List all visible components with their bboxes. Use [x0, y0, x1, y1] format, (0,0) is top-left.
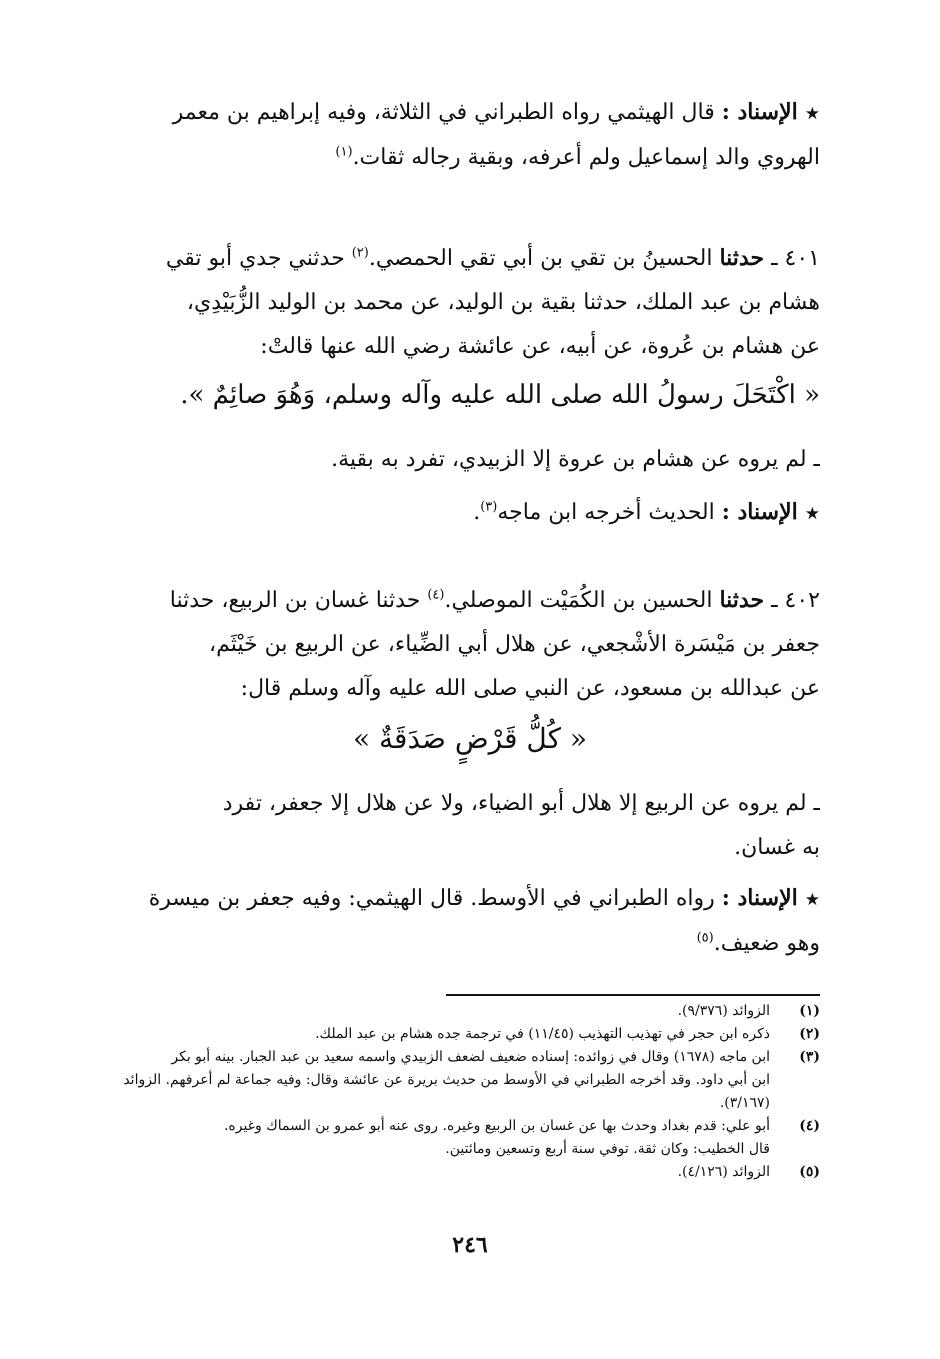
hadith-402-matn: « كُلُّ قَرْضٍ صَدَقَةٌ » [353, 722, 587, 755]
footnote-ref-3[interactable]: (٣) [480, 499, 498, 515]
hadith-402-isnad-text-1: رواه الطبراني في الأوسط. قال الهيثمي: وفيه جعفر بن ميسرة [148, 886, 715, 911]
footnote-line: الزوائد (٤/١٢٦). [677, 1164, 770, 1180]
footnote-ref-4[interactable]: (٤) [427, 587, 445, 603]
top-isnad-paragraph [120, 90, 820, 180]
footnote-number: (١) [799, 1003, 820, 1019]
footnote-number: (٣) [799, 1049, 820, 1065]
top-isnad-line-1 [120, 90, 820, 136]
hadith-402-line-2: جعفر بن مَيْسَرة الأشْجعي، عن هلال أبي الضِّياء، عن الربيع بن خَيْثَم، [209, 632, 820, 657]
footnote-line: ابن أبي داود. وقد أخرجه الطبراني في الأوسط من حديث بريرة عن عائشة وقال: وفيه جماعة لم أعرفهم. الزوائد [123, 1072, 770, 1088]
footnote-line: ذكره ابن حجر في تهذيب التهذيب (١١/٤٥) في ترجمة جده هشام بن عبد الملك. [315, 1026, 770, 1042]
top-isnad-text-1: قال الهيثمي رواه الطبراني في الثلاثة، وفيه إبراهيم بن معمر [172, 100, 715, 125]
hadith-401-isnad [120, 490, 820, 536]
footnotes [120, 1000, 820, 1184]
hadith-401-text-1b: حدثني جدي أبو تقي [165, 246, 345, 271]
footnote-5 [120, 1161, 820, 1184]
footnote-ref-5[interactable]: (٥) [696, 930, 714, 946]
hadith-402-note-line-2: به غسان. [734, 835, 820, 860]
footnote-3 [120, 1046, 820, 1115]
footnote-line: أبو علي: قدم بغداد وحدث بها عن غسان بن الربيع وغيره. روى عنه أبو عمرو بن السماك وغيره. [223, 1118, 770, 1134]
footnote-number: (٥) [799, 1164, 820, 1180]
footnote-ref-1[interactable]: (١) [335, 144, 353, 160]
hadith-401-line-2: هشام بن عبد الملك، حدثنا بقية بن الوليد، عن محمد بن الوليد الزُّبَيْدِي، [186, 290, 820, 315]
isnad-label: الإسناد : [721, 885, 798, 911]
hadith-402-note-line-1: ـ لم يروه عن الربيع إلا هلال أبو الضياء، ولا عن هلال إلا جعفر، تفرد [222, 791, 820, 816]
footnote-line: قال الخطيب: وكان ثقة. توفي سنة أربع وتسعين ومائتين. [445, 1141, 770, 1157]
hadith-402-haddathana: حدثنا [719, 587, 765, 613]
hadith-401 [120, 236, 820, 421]
hadith-401-isnad-text: الحديث أخرجه ابن ماجه [497, 500, 715, 525]
footnote-2 [120, 1023, 820, 1046]
footnote-ref-2[interactable]: (٢) [351, 245, 369, 261]
footnote-line: (٣/١٦٧). [719, 1095, 770, 1111]
hadith-402-line-1 [120, 578, 820, 623]
footnote-number: (٤) [799, 1118, 820, 1134]
footnote-divider [446, 994, 820, 996]
hadith-401-note-line: ـ لم يروه عن هشام بن عروة إلا الزبيدي، تفرد به بقية. [331, 447, 820, 472]
hadith-402-isnad-text-2: وهو ضعيف. [713, 931, 820, 956]
hadith-401-matn: « اكْتَحَلَ رسولُ الله صلى الله عليه وآله وسلم، وَهُوَ صائِمٌ ». [180, 380, 820, 410]
footnote-4 [120, 1115, 820, 1161]
isnad-label: الإسناد : [721, 499, 798, 525]
top-isnad-text-2: الهروي والد إسماعيل ولم أعرفه، وبقية رجاله ثقات. [352, 145, 820, 170]
footnote-line: الزوائد (٩/٣٧٦). [677, 1003, 770, 1019]
footnote-1 [120, 1000, 820, 1023]
footnote-line: ابن ماجه (١٦٧٨) وقال في زوائده: إسناده ضعيف لضعف الزبيدي واسمه سعيد بن عبد الجبار. بينه أبو بكر [171, 1049, 770, 1065]
hadith-402-isnad-line-2 [120, 922, 820, 966]
hadith-402-number: ٤٠٢ ـ [771, 588, 820, 613]
hadith-402-isnad-line-1 [120, 876, 820, 922]
page-number: ٢٤٦ [452, 1232, 488, 1258]
isnad-label: الإسناد : [721, 99, 798, 125]
star-icon: ★ [804, 890, 820, 910]
hadith-401-isnad-line [120, 490, 820, 536]
hadith-401-haddathana: حدثنا [719, 245, 765, 271]
hadith-402-text-1b: حدثنا غسان بن الربيع، حدثنا [169, 588, 421, 613]
hadith-402-text-1: الحسين بن الكُمَيْت الموصلي. [444, 588, 713, 613]
hadith-402-line-3: عن عبدالله بن مسعود، عن النبي صلى الله عليه وآله وسلم قال: [240, 676, 820, 701]
hadith-401-text-1: الحسينُ بن تقي بن أبي تقي الحمصي. [368, 246, 713, 271]
top-isnad-line-2 [120, 136, 820, 180]
hadith-402-note [120, 782, 820, 870]
hadith-401-isnad-end: . [473, 500, 481, 525]
footnote-number: (٢) [799, 1026, 820, 1042]
hadith-401-note [120, 438, 820, 482]
hadith-402-isnad [120, 876, 820, 966]
hadith-401-line-1 [120, 236, 820, 281]
star-icon: ★ [804, 504, 820, 524]
hadith-402 [120, 578, 820, 767]
star-icon: ★ [804, 104, 820, 124]
hadith-401-line-3: عن هشام بن عُروة، عن أبيه، عن عائشة رضي الله عنها قالتْ: [260, 334, 820, 359]
hadith-401-number: ٤٠١ ـ [771, 246, 820, 271]
